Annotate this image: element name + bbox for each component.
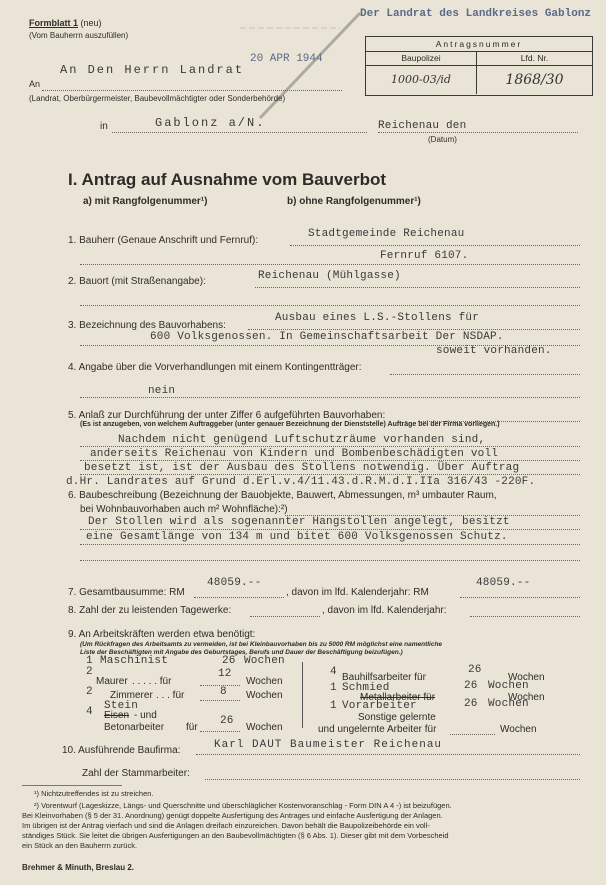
an-sub-note: (Landrat, Oberbürgermeister, Baubevollmächtigter oder Sonderbehörde): [29, 94, 286, 103]
formblatt-suffix: (neu): [78, 18, 102, 28]
item-4-label: 4. Angabe über die Vorverhandlungen mit einem Kontingentträger:: [68, 362, 362, 373]
worker-count: 4: [330, 666, 337, 678]
worker-label: Maschinist: [100, 655, 169, 667]
item-9-note-2: Liste der Beschäftigten mit Angabe des Geburtstages, Berufs und Dauer der Beschäftigung beizufügen.): [80, 649, 403, 656]
worker-weeks: 26: [222, 655, 236, 667]
in-value: Gablonz a/N.: [155, 116, 266, 130]
stein-label: Stein: [104, 700, 139, 712]
antragsnummer-title: Antragsnummer: [366, 37, 592, 52]
betonarbeiter-label: Betonarbeiter: [104, 722, 165, 733]
option-b: b) ohne Rangfolgenummer¹): [287, 196, 421, 207]
worker-label: Vorarbeiter: [342, 700, 417, 712]
worker-count: 2: [86, 666, 93, 678]
printer-imprint: Brehmer & Minuth, Breslau 2.: [22, 863, 135, 872]
item-8-label: 8. Zahl der zu leistenden Tagewerke:: [68, 605, 232, 616]
fuer-label: für: [186, 722, 198, 733]
page-title: I. Antrag auf Ausnahme vom Bauverbot: [68, 170, 387, 189]
footnote-2e: ein Stück an den Bauherrn zurück.: [22, 841, 138, 850]
worker-count: 1: [330, 700, 337, 712]
stammarbeiter-label: Zahl der Stammarbeiter:: [82, 768, 190, 779]
worker-dots: . . . . . für: [132, 676, 172, 687]
item-5-note: (Es ist anzugeben, von welchem Auftraggeber (unter genauer Bezeichnung der Dienststelle) Aufträge bei der Firma vorliegen.): [80, 421, 500, 428]
item-5-value-1: Nachdem nicht genügend Luftschutzräume vorhanden sind,: [118, 434, 486, 446]
worker-unit: Wochen: [246, 676, 283, 687]
worker-unit: Wochen: [244, 655, 285, 667]
item-3-label: 3. Bezeichnung des Bauvorhabens:: [68, 320, 226, 331]
received-date-stamp: 20 APR 1944: [250, 53, 323, 65]
item-3-value-1: Ausbau eines L.S.-Stollens für: [275, 312, 480, 324]
item-7-label: 7. Gesamtbausumme: RM: [68, 587, 185, 598]
landrat-stamp: Der Landrat des Landkreises Gablonz: [360, 8, 592, 20]
worker-unit: Wochen: [508, 672, 545, 683]
item-6-label-2: bei Wohnbauvorhaben auch m² Wohnfläche):²): [80, 504, 288, 515]
worker-unit: Wochen: [488, 698, 529, 710]
option-a: a) mit Rangfolgenummer¹): [83, 196, 208, 207]
reichenau-den: Reichenau den: [378, 120, 467, 132]
worker-weeks: 26: [464, 680, 478, 692]
item-6-value-2: eine Gesamtlänge von 134 m und bitet 600 Volksgenossen Schutz.: [86, 531, 508, 543]
footnote-2c: Im übrigen ist der Antrag vierfach und sind die Anlagen dreifach einzureichen. Davon behält die Baupolizeibehörde ein voll-: [22, 821, 430, 830]
item-5-label: 5. Anlaß zur Durchführung der unter Ziffer 6 aufgeführten Bauvorhaben:: [68, 410, 386, 421]
formblatt-text: Formblatt 1: [29, 18, 79, 28]
item-2-label: 2. Bauort (mit Straßenangabe):: [68, 276, 206, 287]
item-7-davon: , davon im lfd. Kalenderjahr: RM: [286, 587, 429, 598]
worker-label: Maurer: [96, 676, 128, 687]
footnote-1: ¹) Nichtzutreffendes ist zu streichen.: [34, 789, 154, 798]
baupolizei-value: 1000-03/id: [366, 66, 477, 94]
worker-dots: . . . für: [156, 690, 185, 701]
recipient-value: An Den Herrn Landrat: [60, 63, 245, 77]
item-4-value: nein: [148, 385, 176, 397]
worker-label: Bauhilfsarbeiter für: [342, 672, 426, 683]
item-3-value-3: soweit vorhanden.: [436, 345, 552, 357]
footnote-2a: ²) Vorentwurf (Lageskizze, Längs- und Querschnitte und überschläglicher Kostenvoranschlag - Form DIN A 4 -) ist beizufügen.: [34, 801, 452, 810]
in-label: in: [100, 121, 108, 132]
item-5-value-2: anderseits Reichenau von Kindern und Bombenbeschädigten voll: [90, 448, 499, 460]
item-3-value-2: 600 Volksgenossen. In Gemeinschaftsarbeit Der NSDAP.: [150, 331, 504, 343]
baufirma-value: Karl DAUT Baumeister Reichenau: [214, 739, 443, 751]
an-label: An: [29, 79, 41, 89]
worker-count: 4: [86, 706, 93, 718]
item-10-label: 10. Ausführende Baufirma:: [62, 745, 181, 756]
worker-weeks: 12: [218, 668, 232, 680]
gesamtbausumme-value: 48059.--: [207, 577, 262, 589]
item-9-note-1: (Um Rückfragen des Arbeitsamts zu vermeiden, ist bei Kleinbauvorhaben bis zu 5000 RM möglichst eine namentliche: [80, 641, 443, 648]
item-5-value-4: d.Hr. Landrates auf Grund d.Erl.v.4/11.43.d.R.M.d.I.IIa 316/43 -220F.: [66, 476, 536, 488]
worker-count: 1: [86, 655, 93, 667]
kalenderjahr-value: 48059.--: [476, 577, 531, 589]
worker-count: 2: [86, 686, 93, 698]
item-1-label: 1. Bauherr (Genaue Anschrift und Fernruf):: [68, 235, 259, 246]
worker-unit: Wochen: [246, 722, 283, 733]
footnote-2b: Bei Kleinvorhaben (§ 5 der 31. Anordnung) genügt doppelte Ausfertigung des Antrages und einfache Ausfertigung der Anlagen.: [22, 811, 443, 820]
sonstige-label-2: und ungelernte Arbeiter für: [318, 724, 437, 735]
item-8-davon: , davon im lfd. Kalenderjahr:: [322, 605, 447, 616]
item-5-value-3: besetzt ist, ist der Ausbau des Stollens notwendig. Über Auftrag: [84, 462, 520, 474]
item-1-value-2: Fernruf 6107.: [380, 250, 469, 262]
lfd-nr-header: Lfd. Nr.: [477, 51, 592, 66]
worker-label: Zimmerer: [110, 690, 153, 701]
footnote-2d: ständiges Stück. Sie leitet die übrigen Ausfertigungen an den Baubevollmächtigten (§ 6 Abs. 1). Dieser gibt mit dem Vorbescheid: [22, 831, 449, 840]
lfd-nr-value: 1868/30: [505, 72, 564, 88]
worker-unit: Wochen: [488, 680, 529, 692]
datum-label: (Datum): [428, 135, 457, 144]
item-9-label: 9. An Arbeitskräften werden etwa benötigt:: [68, 629, 256, 640]
worker-weeks: 26: [464, 698, 478, 710]
baupolizei-header: Baupolizei: [366, 51, 477, 66]
antragsnummer-table: [365, 36, 593, 96]
worker-count: 1: [330, 682, 337, 694]
item-2-value: Reichenau (Mühlgasse): [258, 270, 401, 282]
worker-weeks: 26: [468, 664, 482, 676]
vom-bauherrn-note: (Vom Bauherrn auszufüllen): [29, 31, 129, 40]
item-1-value-1: Stadtgemeinde Reichenau: [308, 228, 465, 240]
item-6-value-1: Der Stollen wird als sogenannter Hangstollen angelegt, besitzt: [88, 516, 510, 528]
formblatt-label: [29, 18, 102, 28]
worker-label: Schmied: [342, 682, 390, 694]
worker-unit: Wochen: [508, 692, 545, 703]
eisen-struck-label: Eisen: [104, 710, 130, 721]
worker-weeks: 8: [220, 686, 227, 698]
sonstige-label-1: Sonstige gelernte: [358, 712, 436, 723]
und-label: - und: [134, 710, 157, 721]
item-6-label: 6. Baubeschreibung (Bezeichnung der Bauobjekte, Bauwert, Abmessungen, m³ umbauter Raum,: [68, 490, 497, 501]
worker-unit: Wochen: [246, 690, 283, 701]
worker-label: Metallarbeiter für: [360, 692, 436, 703]
worker-unit: Wochen: [500, 724, 537, 735]
worker-weeks: 26: [220, 715, 234, 727]
